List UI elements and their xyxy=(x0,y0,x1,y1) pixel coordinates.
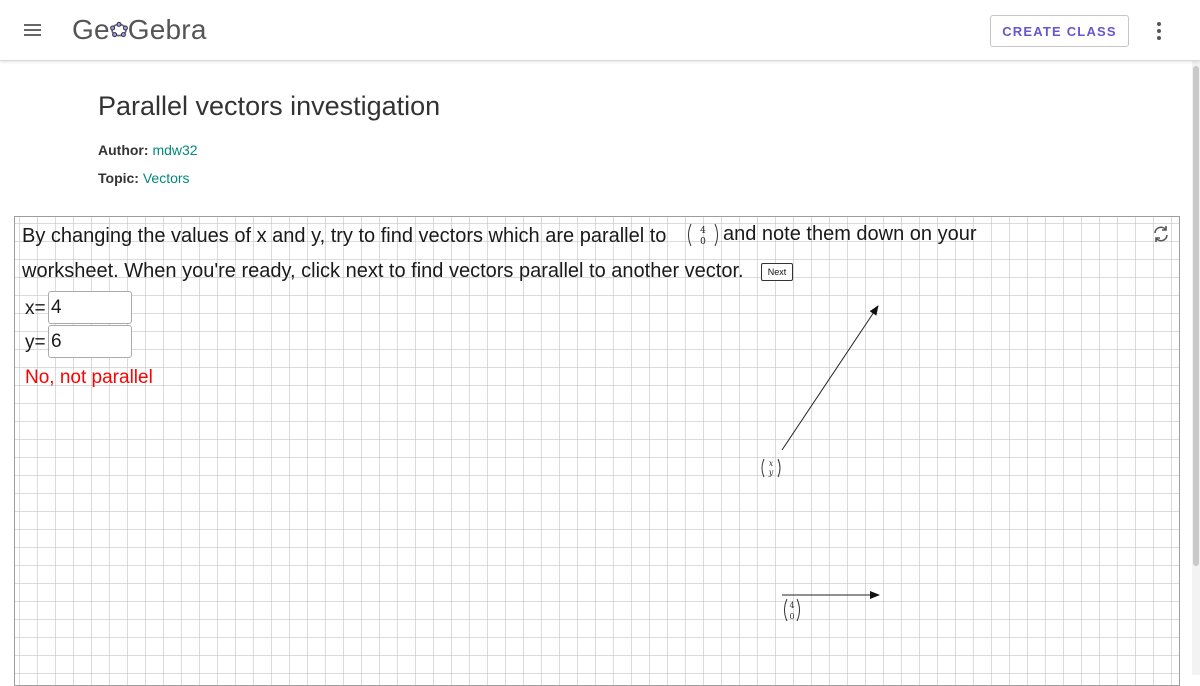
topic-label: Topic: xyxy=(98,170,139,186)
next-button[interactable]: Next xyxy=(761,263,793,281)
author-link[interactable]: mdw32 xyxy=(152,142,198,158)
page-scrollbar-thumb[interactable] xyxy=(1193,66,1199,566)
parallel-feedback: No, not parallel xyxy=(25,367,153,388)
geogebra-applet[interactable] xyxy=(14,216,1180,686)
logo-text-end: Gebra xyxy=(127,14,207,45)
drawn-vector-top: 4 xyxy=(789,601,795,610)
topic-link[interactable]: Vectors xyxy=(142,170,190,186)
create-class-button[interactable]: CREATE CLASS xyxy=(990,15,1129,47)
instruction-line-2: worksheet. When you're ready, click next to find vectors parallel to another vector. xyxy=(22,260,744,282)
y-label: y= xyxy=(25,332,46,353)
vector-drawing-area xyxy=(15,217,1180,686)
user-vector-bottom: y xyxy=(768,468,774,477)
more-options-icon[interactable] xyxy=(1150,20,1168,42)
x-label: x= xyxy=(25,298,46,319)
user-vector-top: x xyxy=(768,459,774,468)
geogebra-logo[interactable] xyxy=(72,14,207,46)
author-row xyxy=(98,142,198,158)
author-label: Author: xyxy=(98,142,149,158)
instruction-line-1-end: and note them down on your xyxy=(723,223,977,245)
target-vector-label xyxy=(785,599,800,621)
instruction-line-1: By changing the values of x and y, try to find vectors which are parallel to xyxy=(22,225,667,247)
drawn-vector-bottom: 0 xyxy=(789,612,795,621)
top-bar xyxy=(0,0,1200,61)
target-vector-bottom: 0 xyxy=(700,237,706,247)
user-vector-label xyxy=(762,459,780,477)
page-title: Parallel vectors investigation xyxy=(98,91,441,121)
geogebra-flower-icon xyxy=(110,21,128,39)
topic-row xyxy=(98,170,190,186)
hamburger-menu-icon[interactable] xyxy=(22,20,44,40)
user-vector-arrow xyxy=(782,306,878,450)
target-vector-top: 4 xyxy=(700,226,706,236)
logo-text-start: Ge xyxy=(72,14,110,45)
